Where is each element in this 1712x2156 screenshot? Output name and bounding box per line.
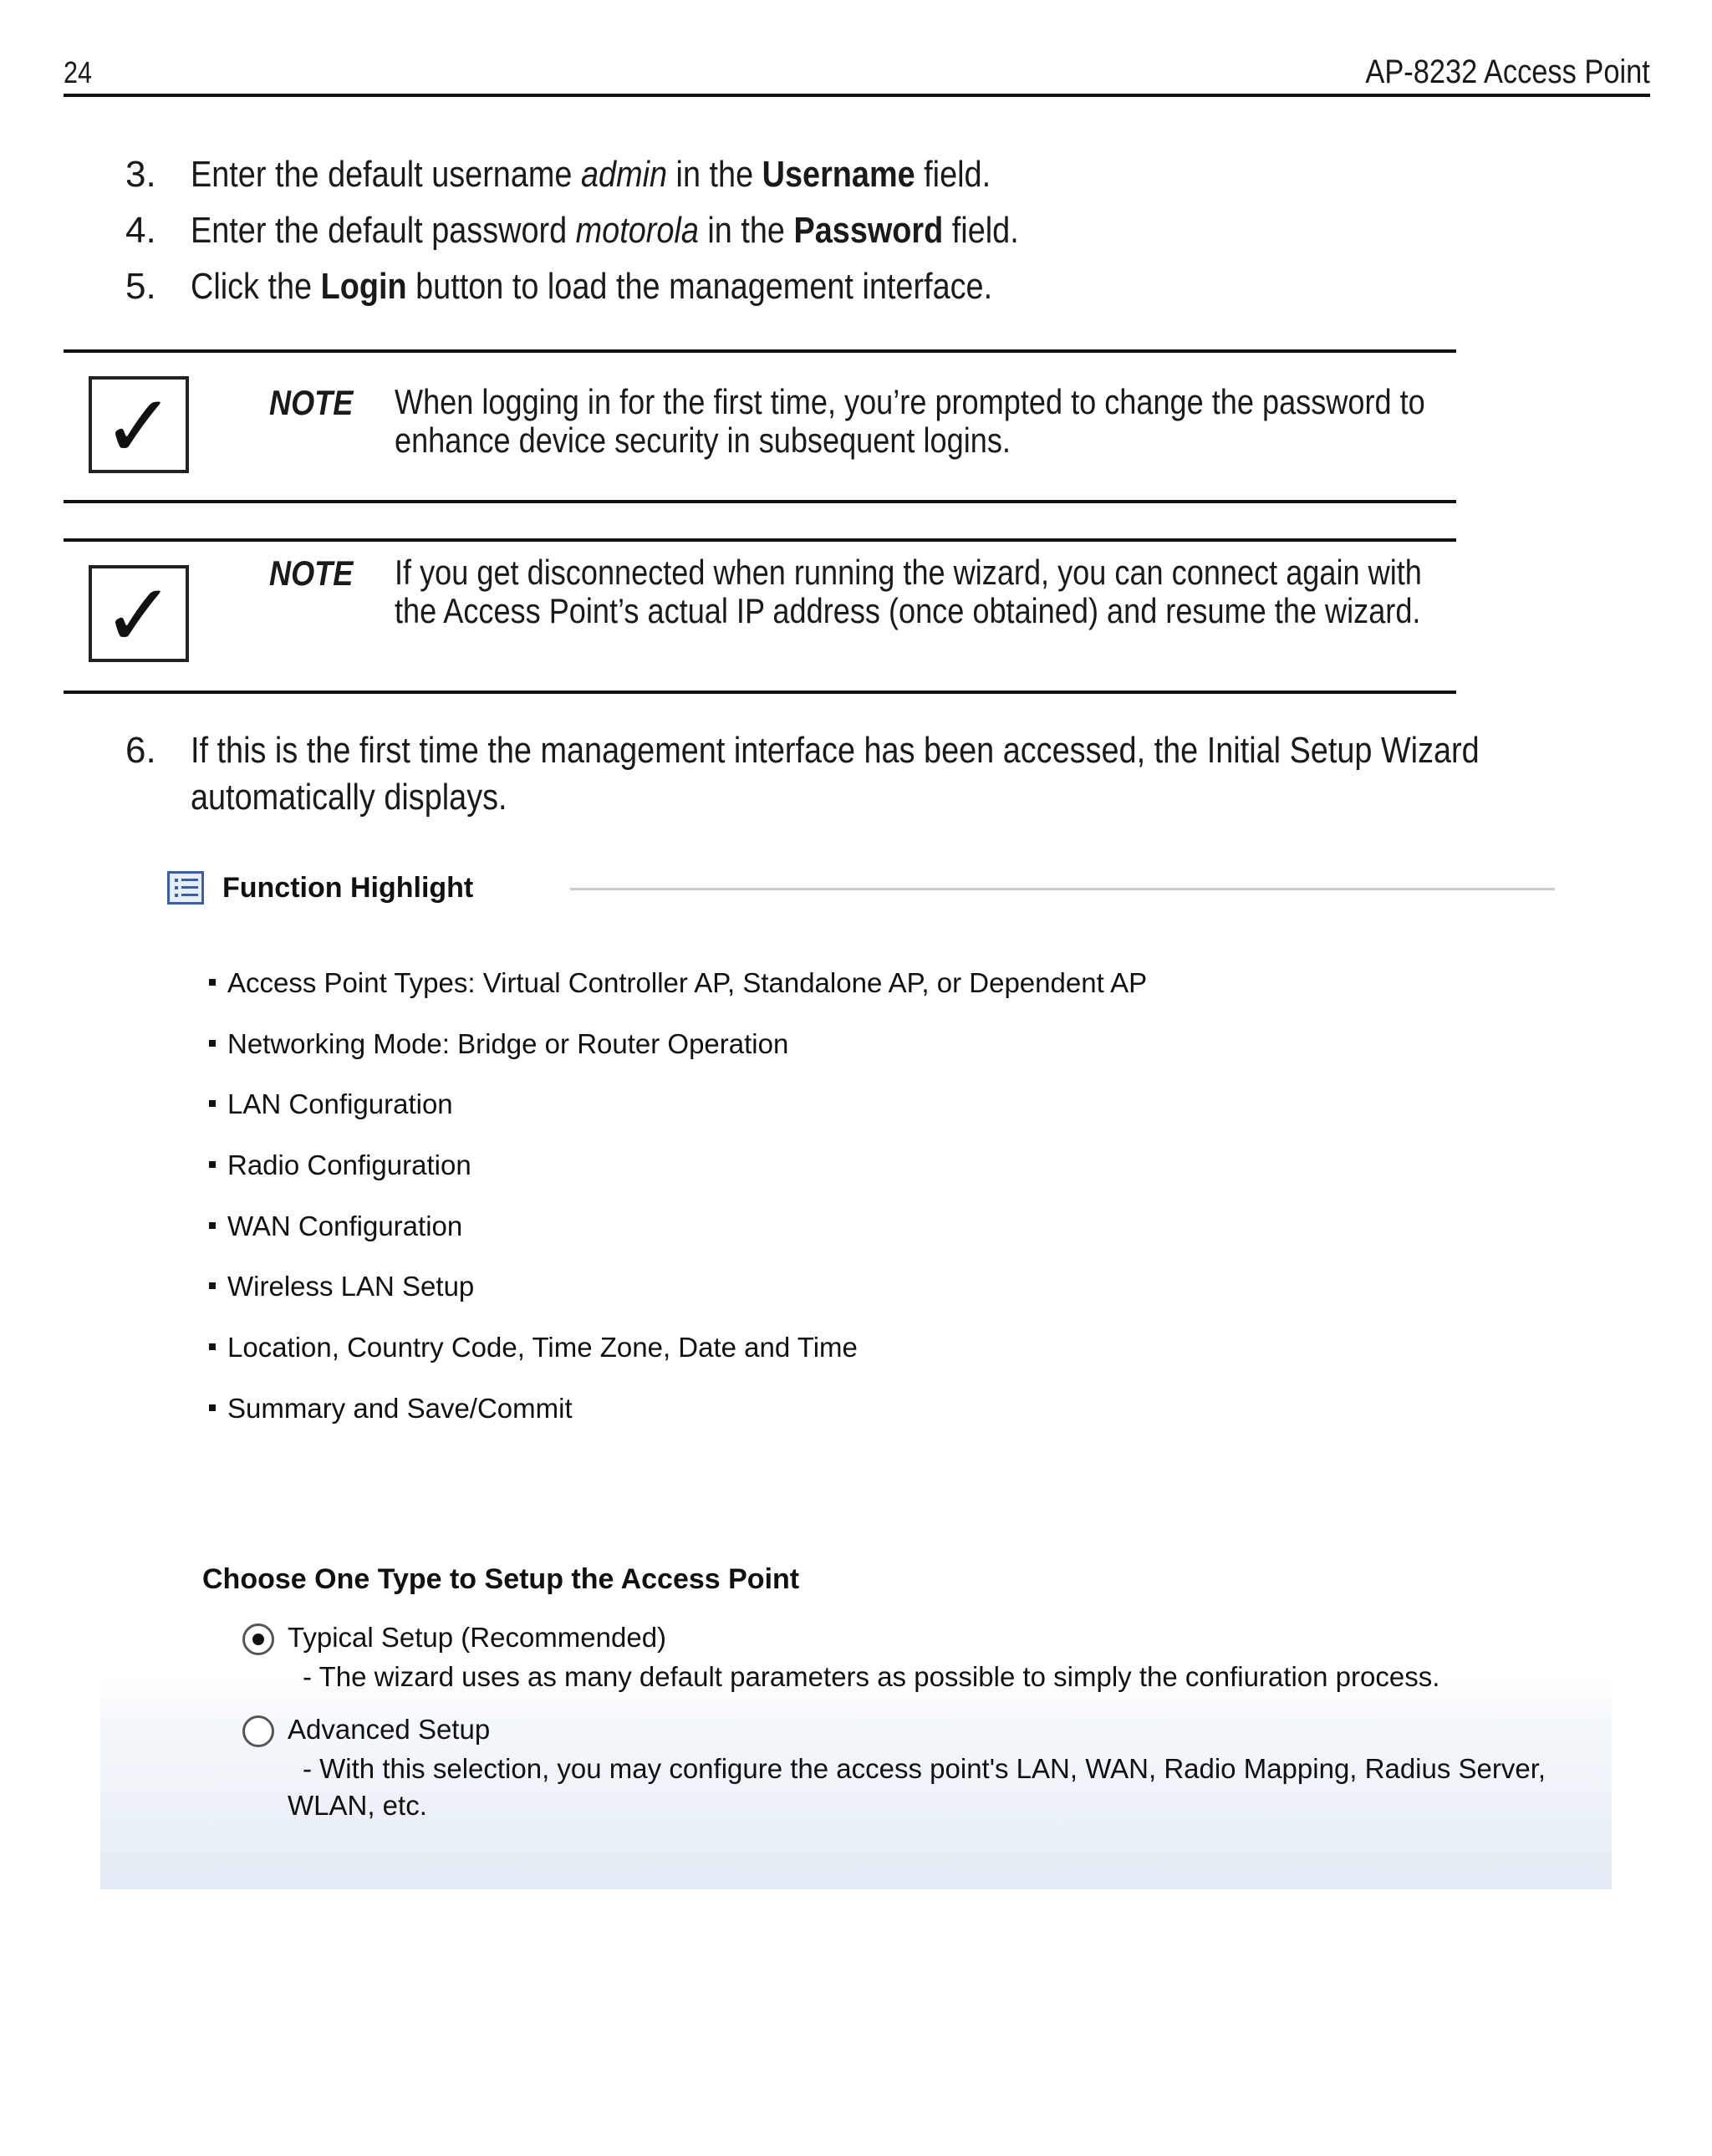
list-item: Access Point Types: Virtual Controller AP, Standalone AP, or Dependent AP: [209, 968, 1147, 1029]
typical-setup-description: - The wizard uses as many default parameters as possible to simply the confiuration process.: [303, 1661, 1440, 1692]
advanced-setup-label[interactable]: Advanced Setup: [288, 1714, 491, 1745]
step-text: Enter the default username admin in the Username field.: [191, 154, 991, 195]
list-item: Wireless LAN Setup: [209, 1272, 1147, 1333]
setup-type-heading: Choose One Type to Setup the Access Point: [202, 1563, 800, 1595]
note-text: When logging in for the first time, you’re prompted to change the password to enhance device security in subsequent logins.: [395, 382, 1425, 460]
list-item: LAN Configuration: [209, 1089, 1147, 1150]
typical-setup-radio[interactable]: [242, 1623, 274, 1655]
step-number: 5.: [125, 266, 156, 307]
list-item: Location, Country Code, Time Zone, Date and Time: [209, 1333, 1147, 1394]
step-3: [125, 146, 1597, 202]
steps-list: [125, 146, 1597, 314]
note-text: If you get disconnected when running the wizard, you can connect again with the Access Point’s actual IP address (once obtained) and resume the wizard.: [395, 553, 1422, 630]
step-5: [125, 258, 1597, 314]
step-text: Click the Login button to load the management interface.: [191, 266, 993, 307]
header-divider: [570, 888, 1555, 890]
advanced-setup-radio[interactable]: [242, 1715, 274, 1747]
radio-selected-dot: [252, 1634, 264, 1645]
document-title: AP-8232 Access Point: [1365, 54, 1650, 90]
list-item: Radio Configuration: [209, 1150, 1147, 1211]
page-number: 24: [64, 55, 93, 89]
list-icon: [167, 871, 204, 905]
page-header: [64, 50, 1650, 97]
list-item: WAN Configuration: [209, 1211, 1147, 1272]
note-label: NOTE: [269, 553, 354, 593]
highlight-list: [209, 968, 1147, 1455]
checkmark-icon: ✓: [89, 376, 189, 473]
step-number: 4.: [125, 210, 156, 251]
list-item: Summary and Save/Commit: [209, 1394, 1147, 1455]
typical-setup-label[interactable]: Typical Setup (Recommended): [288, 1622, 667, 1653]
note-box-disconnect: [64, 538, 1456, 694]
step-number: 3.: [125, 154, 156, 195]
note-label: NOTE: [269, 383, 354, 422]
step-text: If this is the first time the management interface has been accessed, the Initial Setup Wizard automatically displays.: [191, 730, 1480, 818]
initial-setup-wizard-screenshot: [100, 836, 1612, 1889]
list-item: Networking Mode: Bridge or Router Operation: [209, 1029, 1147, 1090]
step-text: Enter the default password motorola in the Password field.: [191, 210, 1019, 251]
step-number: 6.: [125, 730, 156, 771]
advanced-setup-description: - With this selection, you may configure the access point's LAN, WAN, Radio Mapping, Radius Server, WLAN, etc.: [288, 1753, 1546, 1821]
checkmark-icon: ✓: [89, 565, 189, 662]
note-box-first-login: [64, 349, 1456, 503]
function-highlight-header: [167, 869, 1555, 906]
step-4: [125, 202, 1597, 258]
function-highlight-title: Function Highlight: [222, 872, 474, 904]
